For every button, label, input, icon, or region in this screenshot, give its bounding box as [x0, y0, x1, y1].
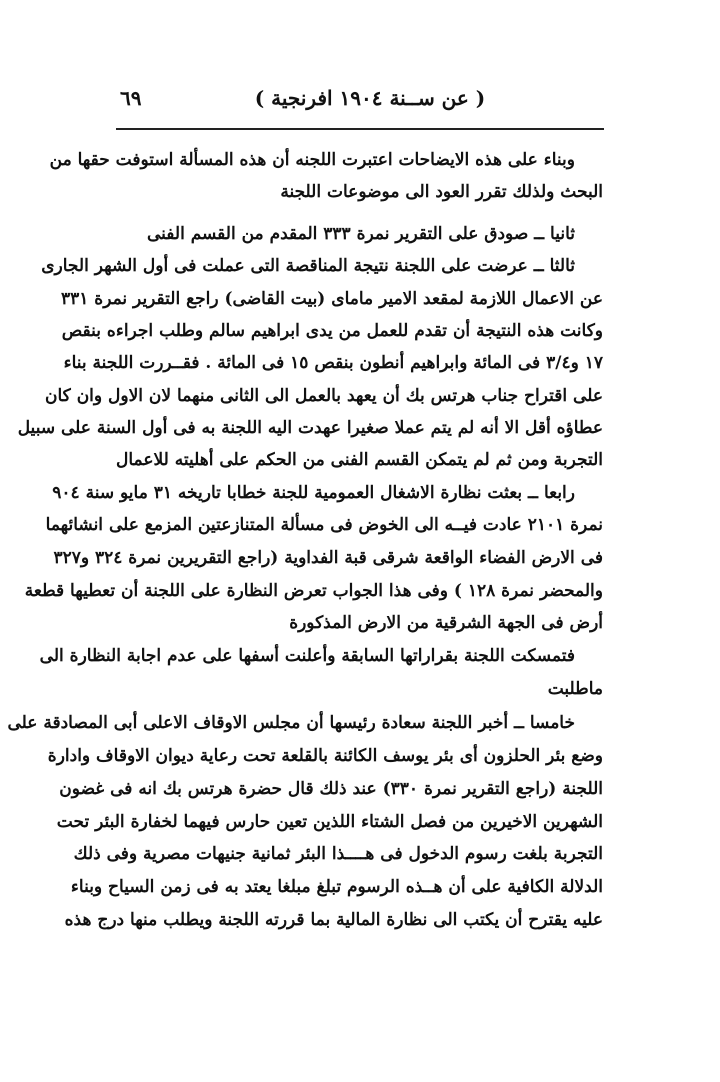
text-line: وبناء على هذه الايضاحات اعتبرت اللجنه أن هذه المسألة استوفت حقها من	[49, 150, 575, 170]
text-line: وضع بئر الحلزون أى بئر يوسف الكائنة بالقلعة تحت رعاية ديوان الاوقاف وادارة	[47, 746, 603, 766]
text-line: الشهرين الاخيرين من فصل الشتاء اللذين تعين حارس فيهما لخفارة البئر تحت	[56, 812, 603, 832]
text-line: والمحضر نمرة ١٢٨ ) وفى هذا الجواب تعرض النظارة على اللجنة أن تعطيها قطعة	[24, 581, 603, 601]
text-line: ١٧ و٣/٤ فى المائة وابراهيم أنطون بنقص ١٥ فى المائة . فقــررت اللجنة بناء	[63, 353, 603, 373]
text-line: خامسا ــ أخبر اللجنة سعادة رئيسها أن مجلس الاوقاف الاعلى أبى المصادقة على	[7, 713, 575, 733]
text-line: أرض فى الجهة الشرقية من الارض المذكورة	[289, 613, 603, 633]
text-line: رابعا ــ بعثت نظارة الاشغال العمومية للجنة خطابا تاريخه ٣١ مايو سنة ٩٠٤	[52, 483, 575, 503]
text-line: ثانيا ــ صودق على التقرير نمرة ٣٣٣ المقدم من القسم الفنى	[146, 224, 575, 244]
page-number: ٦٩	[120, 86, 142, 110]
text-line: عطاؤه أقل الا أنه لم يتم عملا صغيرا عهدت اليه اللجنة به فى أول السنة على سبيل	[17, 418, 603, 438]
text-line: وكانت هذه النتيجة أن تقدم للعمل من يدى ابراهيم سالم وطلب اجراءه بنقص	[61, 321, 603, 341]
text-line: التجربة ومن ثم لم يتمكن القسم الفنى من الحكم على أهليته للاعمال	[115, 450, 603, 470]
text-line: فتمسكت اللجنة بقراراتها السابقة وأعلنت أسفها على عدم اجابة النظارة الى	[39, 646, 575, 666]
text-line: نمرة ٢١٠١ عادت فيــه الى الخوض فى مسألة المتنازعتين المزمع على انشائهما	[45, 515, 603, 535]
text-line: ماطلبت	[547, 679, 603, 699]
text-line: اللجنة (راجع التقرير نمرة ٣٣٠) عند ذلك قال حضرة هرتس بك انه فى غضون	[59, 779, 603, 799]
text-line: التجربة بلغت رسوم الدخول فى هــــذا البئر ثمانية جنيهات مصرية وفى ذلك	[73, 844, 603, 864]
text-line: عن الاعمال اللازمة لمقعد الامير ماماى (بيت القاضى) راجع التقرير نمرة ٣٣١	[60, 289, 603, 309]
text-line: على اقتراح جناب هرتس بك أن يعهد بالعمل الى الثانى منهما لان الاول وان كان	[45, 386, 603, 406]
text-line: عليه يقترح أن يكتب الى نظارة المالية بما قررته اللجنة ويطلب منها درج هذه	[64, 910, 603, 930]
running-header-title: ( عن ســنة ١٩٠٤ افرنجية )	[254, 86, 486, 110]
text-line: الدلالة الكافية على أن هــذه الرسوم تبلغ مبلغا يعتد به فى زمن السياح وبناء	[70, 877, 603, 897]
text-line: ثالثا ــ عرضت على اللجنة نتيجة المناقصة التى عملت فى أول الشهر الجارى	[41, 256, 575, 276]
text-line: فى الارض الفضاء الواقعة شرقى قبة الفداوية (راجع التقريرين نمرة ٣٢٤ و٣٢٧	[53, 548, 603, 568]
header-rule	[116, 128, 604, 130]
text-line: البحث ولذلك تقرر العود الى موضوعات اللجنة	[280, 182, 603, 202]
